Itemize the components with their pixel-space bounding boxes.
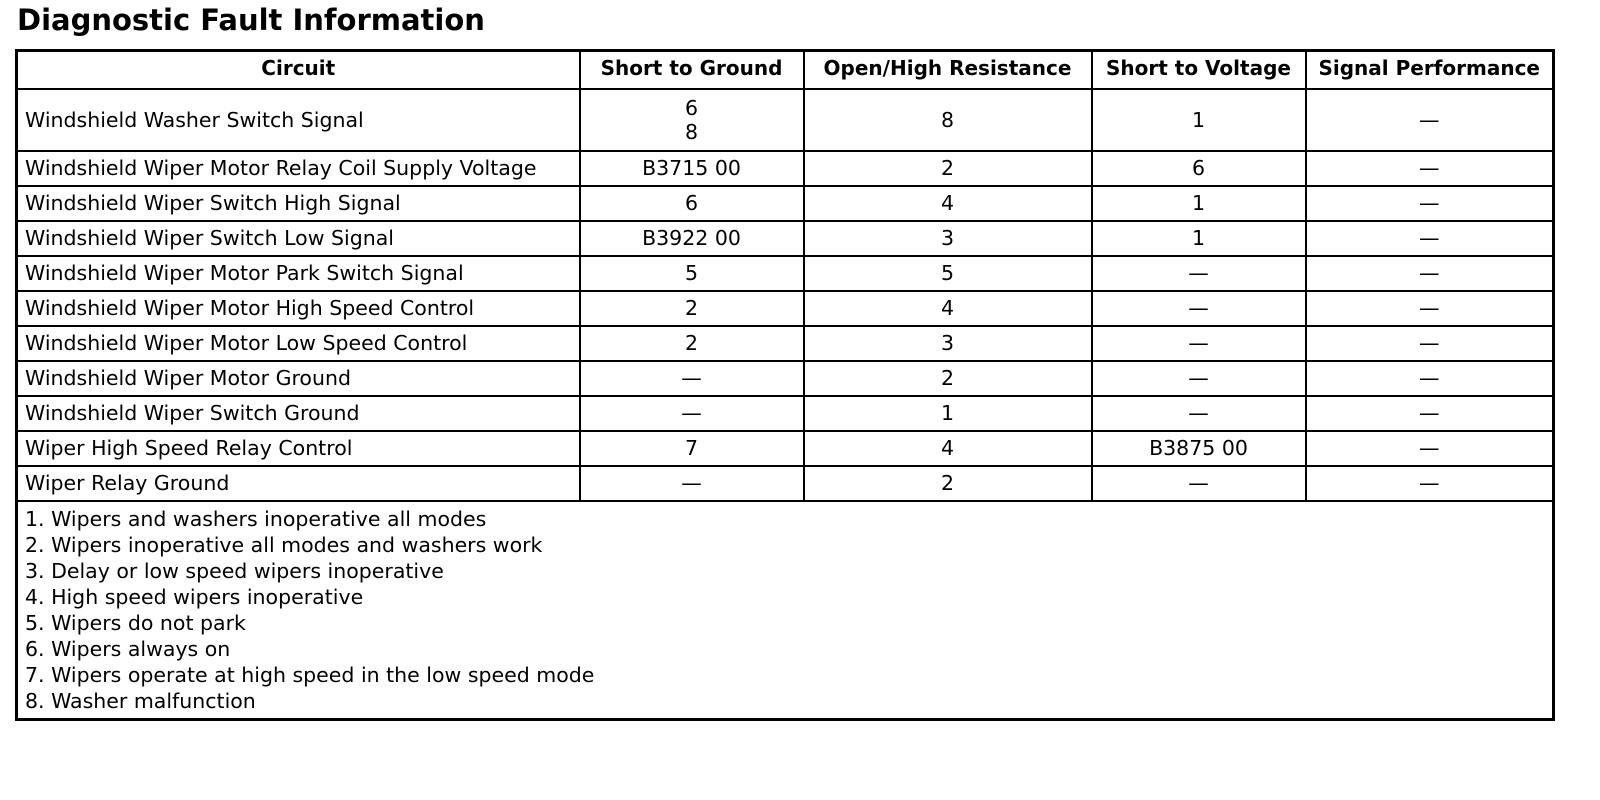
signal-performance-cell: — [1306, 361, 1554, 396]
signal-performance-cell: — [1306, 221, 1554, 256]
note-item: 2. Wipers inoperative all modes and washers work [25, 532, 543, 557]
open-high-resistance-cell: 2 [804, 466, 1092, 501]
circuit-cell: Windshield Wiper Motor Low Speed Control [17, 326, 580, 361]
circuit-cell: Wiper Relay Ground [17, 466, 580, 501]
cell-line: 6 [684, 95, 699, 120]
open-high-resistance-cell: 1 [804, 396, 1092, 431]
signal-performance-cell: — [1306, 89, 1554, 151]
short-to-ground-cell: — [580, 396, 804, 431]
short-to-ground-cell: 6 [580, 186, 804, 221]
note-item: 4. High speed wipers inoperative [25, 584, 364, 609]
signal-performance-cell: — [1306, 466, 1554, 501]
short-to-voltage-cell: — [1092, 256, 1306, 291]
note-item: 7. Wipers operate at high speed in the low speed mode [25, 662, 595, 687]
table-row [17, 186, 1554, 221]
signal-performance-cell: — [1306, 256, 1554, 291]
signal-performance-cell: — [1306, 186, 1554, 221]
circuit-cell: Wiper High Speed Relay Control [17, 431, 580, 466]
short-to-voltage-cell: — [1092, 361, 1306, 396]
short-to-voltage-cell: — [1092, 396, 1306, 431]
circuit-cell: Windshield Wiper Switch Ground [17, 396, 580, 431]
table-row [17, 396, 1554, 431]
table-row [17, 221, 1554, 256]
open-high-resistance-cell: 4 [804, 431, 1092, 466]
note-item: 3. Delay or low speed wipers inoperative [25, 558, 444, 583]
circuit-cell: Windshield Washer Switch Signal [17, 89, 580, 151]
short-to-voltage-cell: — [1092, 326, 1306, 361]
signal-performance-cell: — [1306, 326, 1554, 361]
notes-row [17, 501, 1554, 720]
table-row [17, 361, 1554, 396]
short-to-ground-cell: 5 [580, 256, 804, 291]
table-row [17, 326, 1554, 361]
table-row [17, 151, 1554, 186]
short-to-voltage-cell: B3875 00 [1092, 431, 1306, 466]
short-to-voltage-cell: — [1092, 466, 1306, 501]
open-high-resistance-cell: 4 [804, 186, 1092, 221]
header-short-to-voltage: Short to Voltage [1092, 51, 1306, 89]
short-to-voltage-cell: 1 [1092, 89, 1306, 151]
open-high-resistance-cell: 8 [804, 89, 1092, 151]
circuit-cell: Windshield Wiper Switch Low Signal [17, 221, 580, 256]
open-high-resistance-cell: 3 [804, 326, 1092, 361]
short-to-ground-cell: — [580, 361, 804, 396]
short-to-ground-cell: — [580, 466, 804, 501]
header-circuit: Circuit [17, 51, 580, 89]
short-to-voltage-cell: — [1092, 291, 1306, 326]
note-item: 8. Washer malfunction [25, 688, 256, 713]
short-to-ground-cell: B3715 00 [580, 151, 804, 186]
signal-performance-cell: — [1306, 431, 1554, 466]
header-short-to-ground: Short to Ground [580, 51, 804, 89]
diagnostic-fault-table [15, 49, 1555, 721]
open-high-resistance-cell: 3 [804, 221, 1092, 256]
table-row [17, 89, 1554, 151]
signal-performance-cell: — [1306, 151, 1554, 186]
table-header-row [17, 51, 1554, 89]
short-to-ground-cell [580, 89, 804, 151]
circuit-cell: Windshield Wiper Switch High Signal [17, 186, 580, 221]
open-high-resistance-cell: 2 [804, 361, 1092, 396]
open-high-resistance-cell: 5 [804, 256, 1092, 291]
note-item: 6. Wipers always on [25, 636, 231, 661]
note-item: 5. Wipers do not park [25, 610, 246, 635]
table-row [17, 256, 1554, 291]
table-row [17, 291, 1554, 326]
header-open-high-resistance: Open/High Resistance [804, 51, 1092, 89]
short-to-ground-cell: 2 [580, 326, 804, 361]
short-to-voltage-cell: 1 [1092, 221, 1306, 256]
circuit-cell: Windshield Wiper Motor Relay Coil Supply Voltage [17, 151, 580, 186]
notes-cell [17, 501, 1554, 720]
circuit-cell: Windshield Wiper Motor Park Switch Signal [17, 256, 580, 291]
note-item: 1. Wipers and washers inoperative all modes [25, 506, 487, 531]
open-high-resistance-cell: 2 [804, 151, 1092, 186]
circuit-cell: Windshield Wiper Motor Ground [17, 361, 580, 396]
short-to-voltage-cell: 1 [1092, 186, 1306, 221]
page-title: Diagnostic Fault Information [17, 3, 485, 37]
short-to-ground-cell: B3922 00 [580, 221, 804, 256]
open-high-resistance-cell: 4 [804, 291, 1092, 326]
short-to-ground-cell: 2 [580, 291, 804, 326]
short-to-ground-cell: 7 [580, 431, 804, 466]
signal-performance-cell: — [1306, 291, 1554, 326]
signal-performance-cell: — [1306, 396, 1554, 431]
table-row [17, 431, 1554, 466]
header-signal-performance: Signal Performance [1306, 51, 1554, 89]
circuit-cell: Windshield Wiper Motor High Speed Control [17, 291, 580, 326]
short-to-voltage-cell: 6 [1092, 151, 1306, 186]
table-row [17, 466, 1554, 501]
cell-line: 8 [684, 119, 699, 144]
